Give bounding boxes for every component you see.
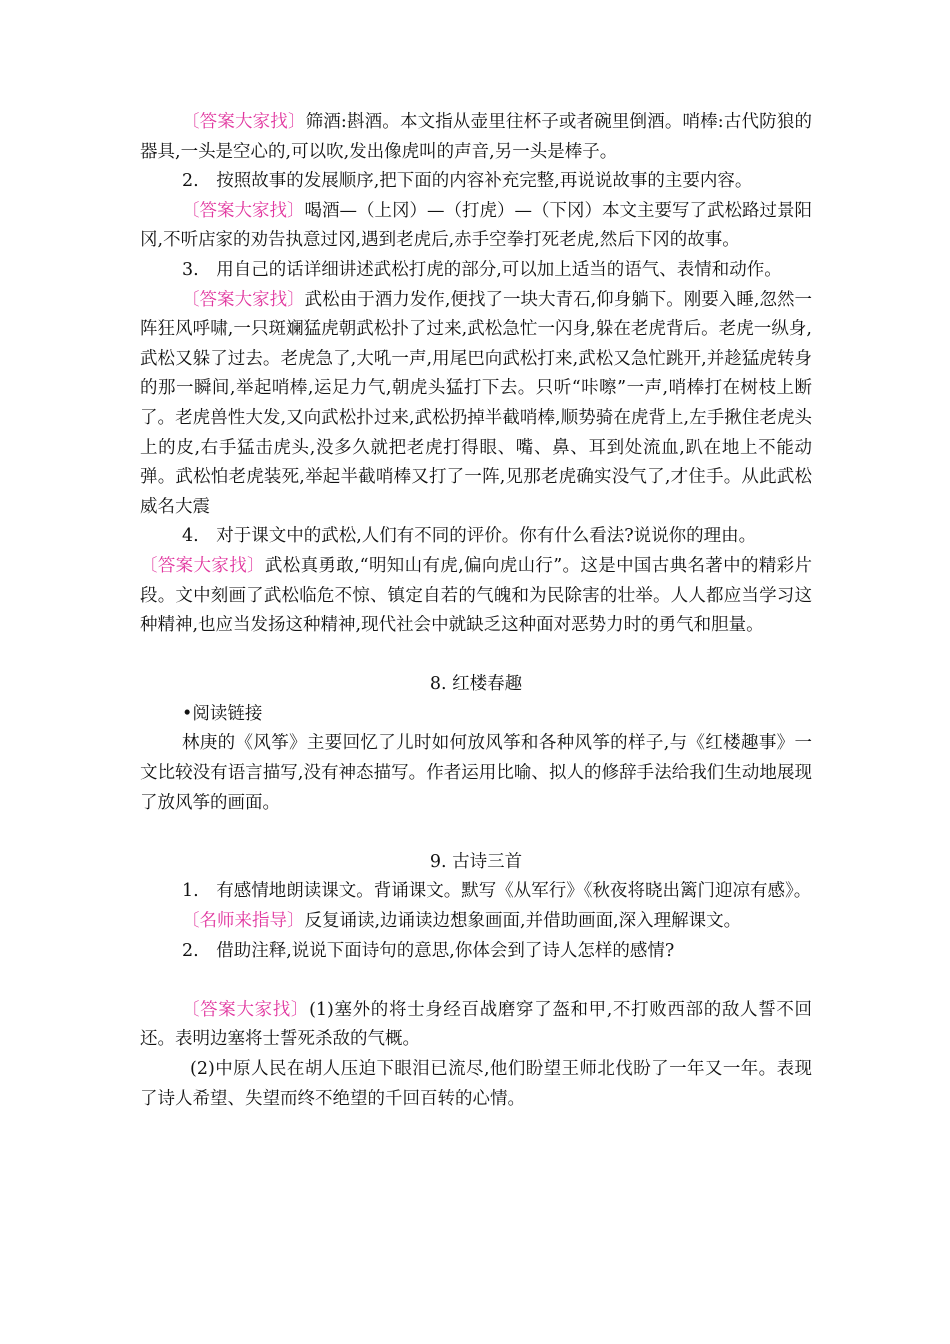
answer-paragraph-3 [140, 286, 812, 523]
question-9-2: 2. 借助注释,说说下面诗句的意思,你体会到了诗人怎样的感情? [182, 940, 675, 961]
answer-text: 筛酒:斟酒。本文指从壶里往杯子或者碗里倒酒。哨棒:古代防狼的器具,一头是空心的,可以吹,发出像虎叫的声音,另一头是棒子。 [140, 112, 812, 162]
answer-tag: 〔答案大家找〕 [182, 112, 306, 132]
answer-paragraph-4 [140, 552, 812, 641]
answer-text: 武松由于酒力发作,便找了一块大青石,仰身躺下。刚要入睡,忽然一阵狂风呼啸,一只斑斓猛虎朝武松扑了过来,武松急忙一闪身,躲在老虎背后。老虎一纵身,武松又躲了过去。老虎急了,大吼一声,用尾巴向武松打来,武松又急忙跳开,并趁猛虎转身的那一瞬间,举起哨棒,运足力气,朝虎头猛打下去。只听“咔嚓”一声,哨棒打在树枝上断了。老虎兽性大发,又向武松扑过来,武松扔掉半截哨棒,顺势骑在虎背上,左手揪住老虎头上的皮,右手猛击虎头,没多久就把老虎打得眼、嘴、鼻、耳到处流血,趴在地上不能动弹。武松怕老虎装死,举起半截哨棒又打了一阵,见那老虎确实没气了,才住手。从此武松威名大震 [140, 289, 813, 517]
guide-text: 反复诵读,边诵读边想象画面,并借助画面,深入理解课文。 [304, 911, 742, 932]
answer-tag: 〔答案大家找〕 [140, 555, 265, 576]
answer-tag: 〔答案大家找〕 [182, 999, 310, 1020]
guide-paragraph [140, 907, 812, 937]
spacer [140, 641, 812, 671]
answer-tag: 〔答案大家找〕 [182, 200, 305, 221]
teacher-tag: 〔名师来指导〕 [182, 911, 305, 932]
answer-paragraph-9-2 [140, 996, 812, 1055]
answer-paragraph-9-2b: (2)中原人民在胡人压迫下眼泪已流尽,他们盼望王师北伐盼了一年又一年。表现了诗人希望、失望而终不绝望的千回百转的心情。 [140, 1059, 812, 1109]
answer-text: 武松真勇敢,“明知山有虎,偏向虎山行”。这是中国古典名著中的精彩片段。文中刻画了武松临危不惊、镇定自若的气魄和为民除害的壮举。人人都应当学习这种精神,也应当发扬这种精神,现代社会中就缺乏这种面对恶势力时的勇气和胆量。 [140, 555, 812, 636]
answer-paragraph-1 [140, 108, 812, 167]
question-9-1: 1. 有感情地朗读课文。背诵课文。默写《从军行》《秋夜将晓出篱门迎凉有感》。 [182, 881, 812, 902]
section-title-9: 9. 古诗三首 [429, 851, 523, 872]
document-page [140, 108, 812, 1114]
spacer [140, 966, 812, 996]
question-3: 3. 用自己的话详细讲述武松打虎的部分,可以加上适当的语气、表情和动作。 [182, 259, 782, 280]
reading-link-heading: •阅读链接 [182, 703, 263, 724]
answer-paragraph-2 [140, 197, 812, 256]
answer-text: (1)塞外的将士身经百战磨穿了盔和甲,不打败西部的敌人誓不回还。表明边塞将士誓死杀敌的气概。 [140, 999, 812, 1050]
reading-link-body: 林庚的《风筝》主要回忆了儿时如何放风筝和各种风筝的样子,与《红楼趣事》一文比较没有语言描写,没有神态描写。作者运用比喻、拟人的修辞手法给我们生动地展现了放风筝的画面。 [140, 733, 812, 813]
question-4: 4. 对于课文中的武松,人们有不同的评价。你有什么看法?说说你的理由。 [182, 526, 757, 547]
section-title-8: 8. 红楼春趣 [429, 674, 523, 695]
question-2: 2. 按照故事的发展顺序,把下面的内容补充完整,再说说故事的主要内容。 [182, 171, 753, 192]
answer-text: 喝酒—（上冈）—（打虎）—（下冈）本文主要写了武松路过景阳冈,不听店家的劝告执意过冈,遇到老虎后,赤手空拳打死老虎,然后下冈的故事。 [140, 200, 812, 251]
spacer [140, 818, 812, 848]
answer-tag: 〔答案大家找〕 [182, 289, 305, 310]
